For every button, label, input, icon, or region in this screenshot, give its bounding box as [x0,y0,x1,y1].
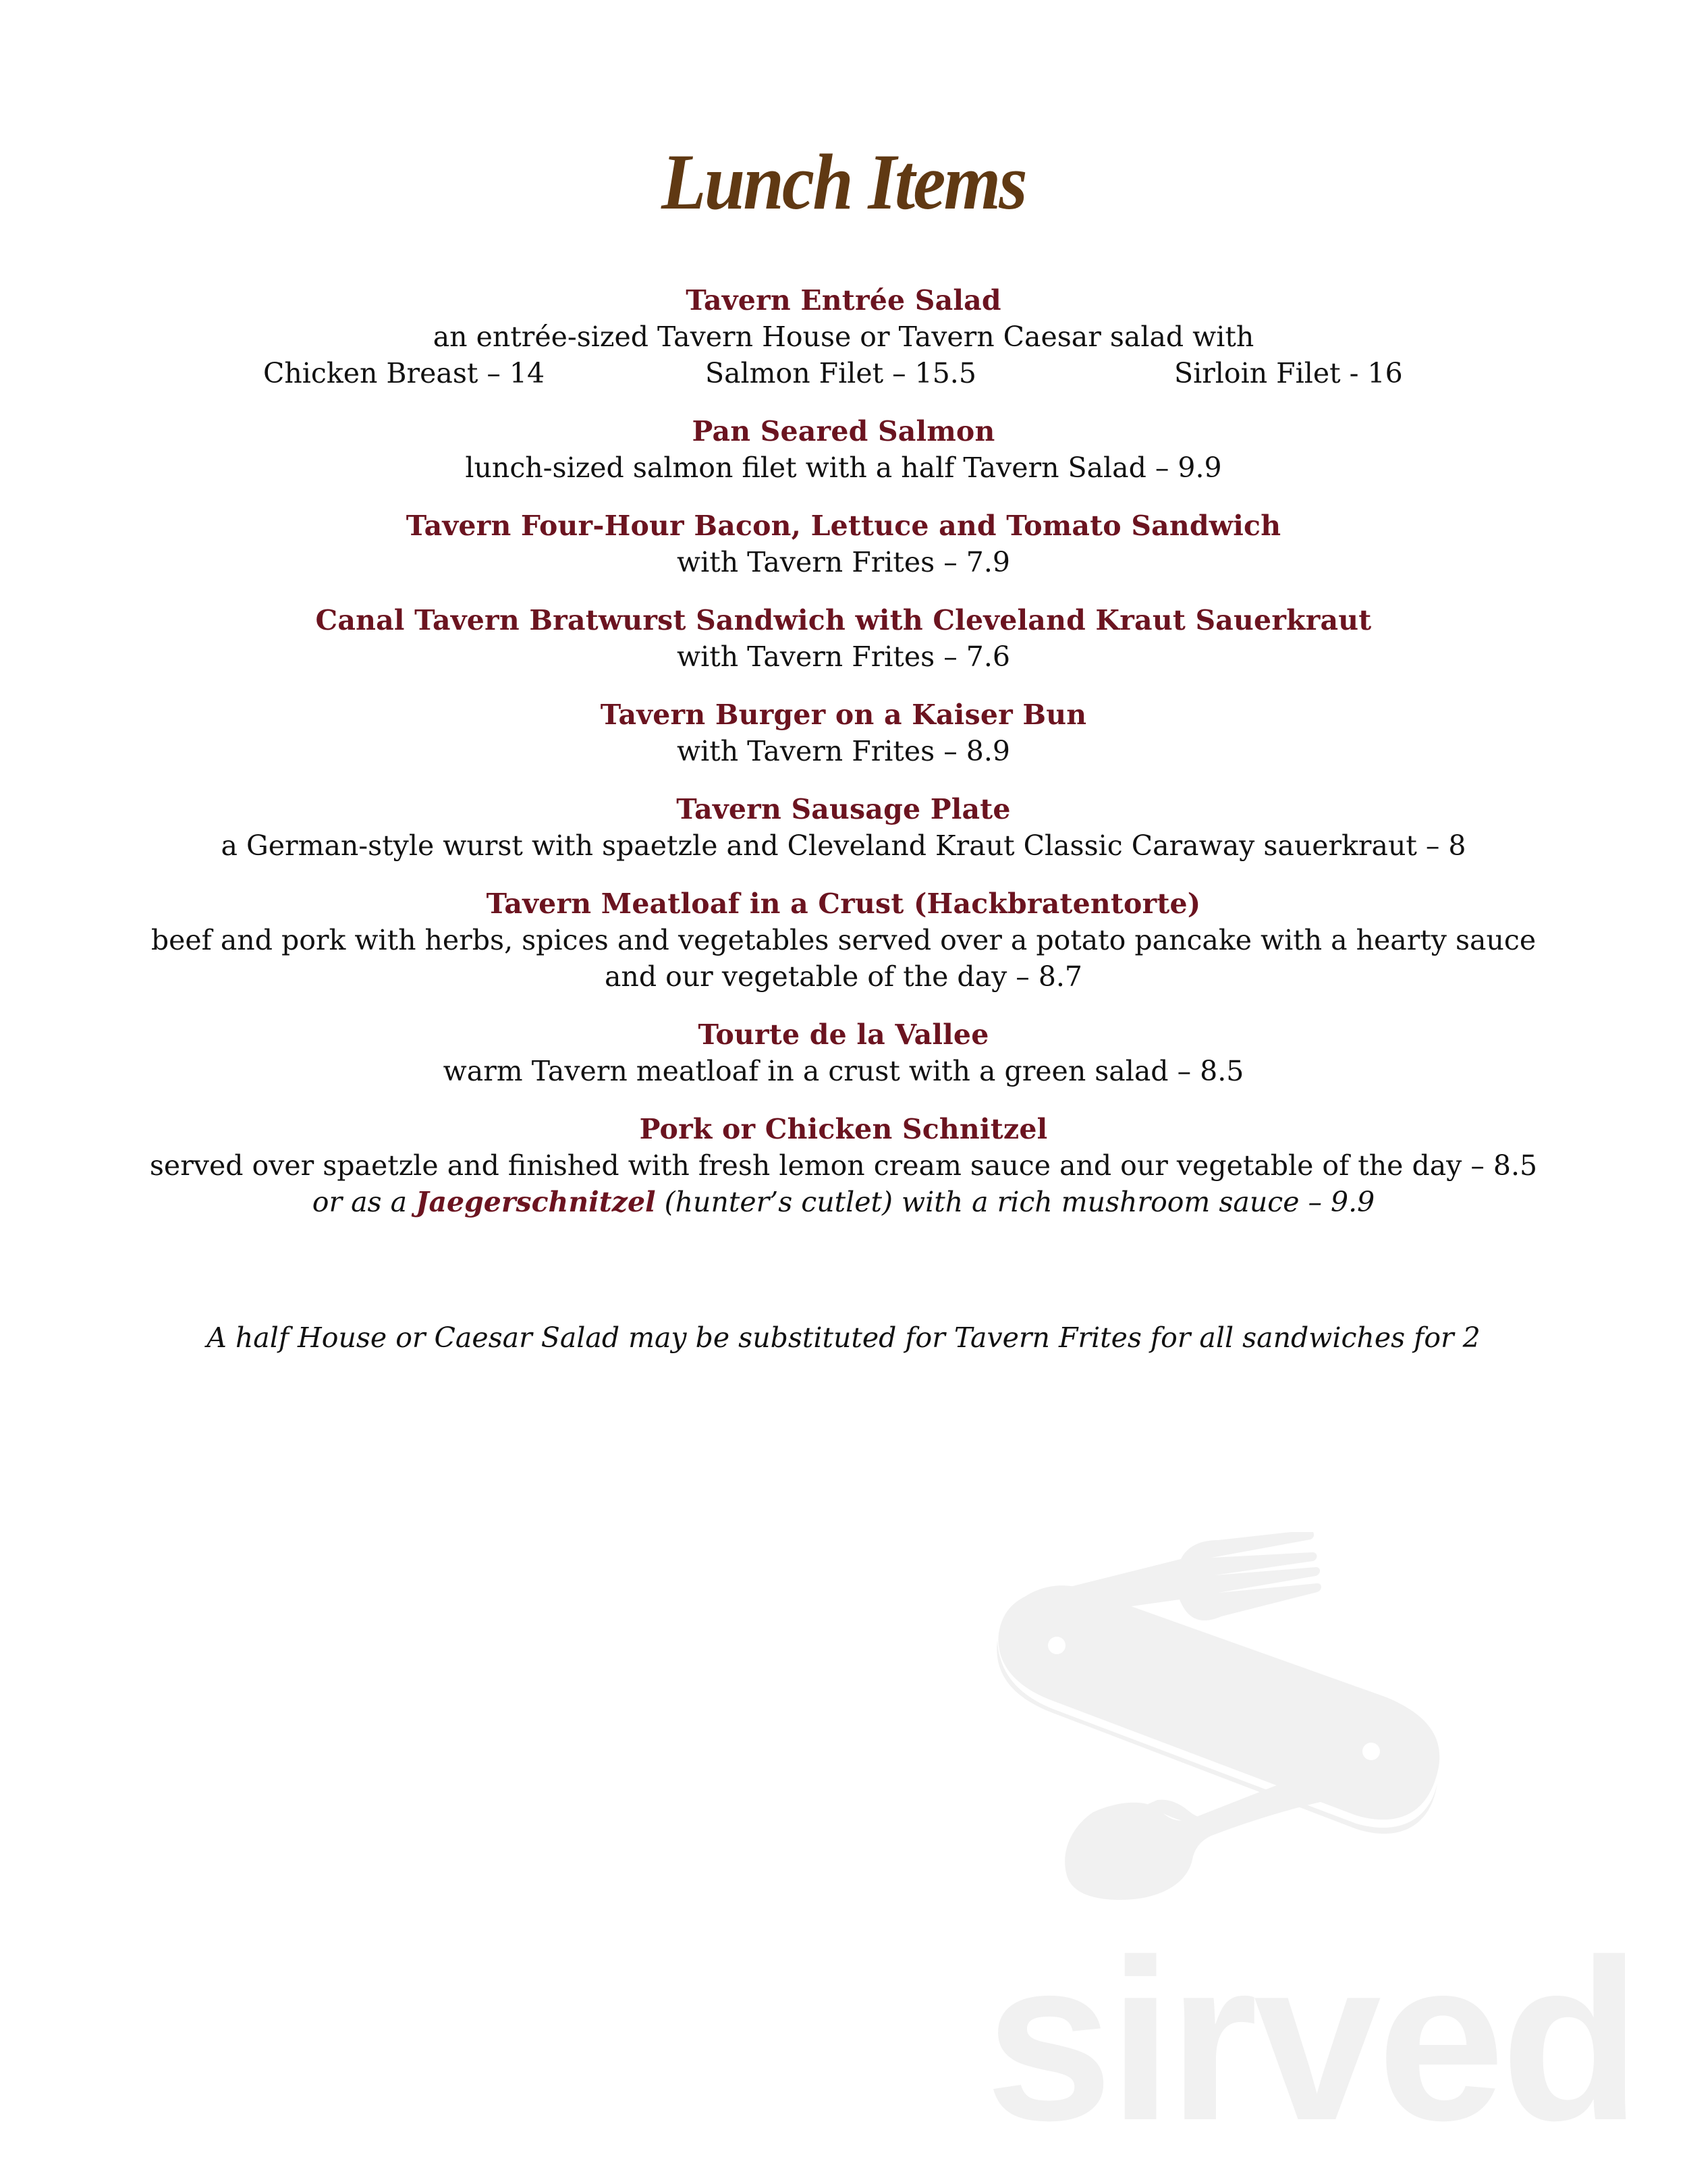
option-chicken-breast: Chicken Breast – 14 [263,357,545,389]
item-description: a German-style wurst with spaetzle and Cleveland Kraut Classic Caraway sauerkraut – 8 [221,829,1466,862]
menu-list [0,282,1687,1242]
menu-item-tourte-de-la-vallee [0,1016,1687,1089]
alt-item-name: Jaegerschnitzel [416,1186,656,1218]
sirved-wordmark: sirved [985,1912,1637,2126]
alt-prefix: or as a [312,1186,416,1218]
item-name: Tourte de la Vallee [698,1018,989,1051]
option-salmon-filet: Salmon Filet – 15.5 [705,357,976,389]
item-description: lunch-sized salmon filet with a half Tavern Salad – 9.9 [465,452,1222,484]
item-description: beef and pork with herbs, spices and vegetables served over a potato pancake with a hearty sauce [150,924,1537,956]
menu-item-meatloaf-crust [0,885,1687,995]
item-name: Pork or Chicken Schnitzel [639,1113,1048,1145]
item-description: served over spaetzle and finished with fresh lemon cream sauce and our vegetable of the day – 8.5 [149,1149,1538,1182]
menu-item-sausage-plate [0,791,1687,864]
menu-item-entree-salad [0,282,1687,391]
substitution-note: A half House or Caesar Salad may be substituted for Tavern Frites for all sandwiches for 2 [206,1321,1481,1354]
item-description: with Tavern Frites – 7.6 [677,640,1010,673]
item-description: with Tavern Frites – 7.9 [677,546,1010,578]
menu-item-pan-seared-salmon [0,413,1687,486]
item-description: warm Tavern meatloaf in a crust with a green salad – 8.5 [443,1055,1244,1087]
page-title: Lunch Items [661,138,1026,226]
fork-spoon-knife-logo-icon [985,1532,1647,2126]
menu-item-tavern-burger [0,697,1687,769]
item-description: with Tavern Frites – 8.9 [677,735,1010,767]
item-name: Tavern Sausage Plate [676,793,1011,825]
item-name: Tavern Burger on a Kaiser Bun [600,699,1087,731]
option-sirloin-filet: Sirloin Filet - 16 [1174,357,1403,389]
item-description-line2: and our vegetable of the day – 8.7 [604,960,1083,993]
item-name: Tavern Entrée Salad [686,284,1001,317]
menu-item-blt-sandwich [0,508,1687,580]
menu-item-bratwurst-sandwich [0,602,1687,675]
menu-item-schnitzel [0,1111,1687,1220]
item-name: Tavern Meatloaf in a Crust (Hackbratentorte) [486,888,1201,920]
item-name: Pan Seared Salmon [692,415,995,447]
item-alternative [0,1184,1687,1220]
protein-options [0,355,1687,391]
item-name: Tavern Four-Hour Bacon, Lettuce and Tomato Sandwich [406,510,1281,542]
alt-suffix: (hunter’s cutlet) with a rich mushroom sauce – 9.9 [655,1186,1375,1218]
item-name: Canal Tavern Bratwurst Sandwich with Cleveland Kraut Sauerkraut [315,604,1372,636]
item-description: an entrée-sized Tavern House or Tavern Caesar salad with [433,321,1254,353]
sirved-watermark [985,1532,1647,2126]
